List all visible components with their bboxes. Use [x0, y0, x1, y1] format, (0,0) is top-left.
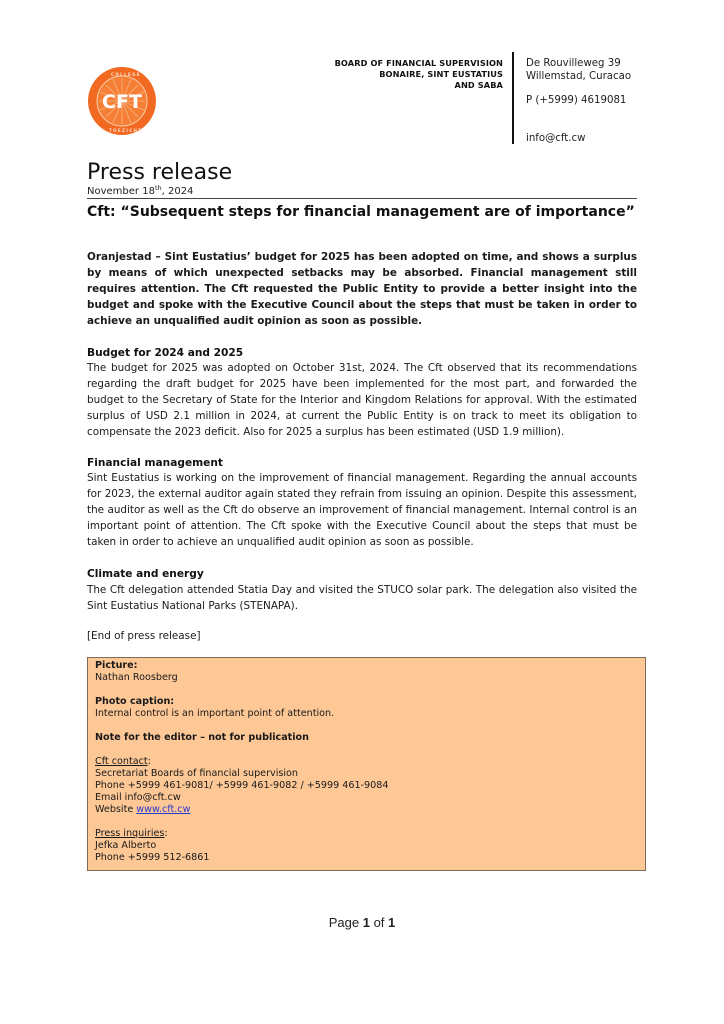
address-street: De Rouvilleweg 39 [526, 58, 621, 69]
end-marker: [End of press release] [87, 630, 201, 642]
headline: Cft: “Subsequent steps for financial management are of importance” [87, 204, 635, 220]
caption-text: Internal control is an important point of attention. [95, 708, 335, 719]
of-word: of [369, 915, 389, 930]
press-label: Press inquiries [95, 828, 165, 839]
org-line-3: AND SABA [454, 80, 503, 90]
press-phone: Phone +5999 512-6861 [95, 852, 210, 863]
section-heading-budget: Budget for 2024 and 2025 [87, 347, 244, 359]
contact-phone: Phone +5999 461-9081/ +5999 461-9082 / +5999 461-9084 [95, 780, 389, 791]
address-email[interactable]: info@cft.cw [526, 133, 586, 144]
total-pages: 1 [388, 915, 396, 930]
address-city: Willemstad, Curacao [526, 71, 632, 82]
section-text-budget: The budget for 2025 was adopted on October 31st, 2024. The Cft observed that its recommendations regarding the draft budget for 2025 have been implemented for the most part, and forwarded the budget to the Secretary of State for the Interior and Kingdom Relations for approval. With the estimated surplus of USD 2.1 million in 2024, at current the Public Entity is on track to meet its obligation to compensate the 2023 deficit. Also for 2025 a surplus has been estimated (USD 1.9 million). [87, 362, 637, 438]
cft-logo [87, 66, 157, 136]
picture-credit: Nathan Roosberg [95, 672, 178, 683]
contact-email: Email info@cft.cw [95, 792, 181, 803]
svg-text:C O L L E G E: C O L L E G E [111, 72, 140, 77]
section-text-climate: The Cft delegation attended Statia Day and visited the STUCO solar park. The delegation also visited the Sint Eustatius National Parks (STENAPA). [87, 584, 637, 612]
contact-label: Cft contact [95, 756, 148, 767]
cft-sun-logo-icon [87, 66, 157, 136]
press-label-line: Press inquiries: [95, 828, 168, 839]
page-title: Press release [87, 160, 233, 185]
svg-text:T O E Z I C H T: T O E Z I C H T [109, 128, 142, 133]
svg-text:CFT: CFT [102, 91, 142, 113]
page-number [0, 915, 724, 930]
editor-note-heading: Note for the editor – not for publication [95, 732, 309, 743]
website-label: Website [95, 804, 137, 815]
org-line-1: BOARD OF FINANCIAL SUPERVISION [334, 58, 503, 68]
date-ordinal: th [154, 184, 162, 192]
contact-label-line: Cft contact: [95, 756, 151, 767]
website-line [95, 804, 638, 816]
website-link[interactable]: www.cft.cw [136, 804, 191, 815]
org-line-2: BONAIRE, SINT EUSTATIUS [379, 69, 503, 79]
page-word: Page [328, 915, 363, 930]
caption-label: Photo caption: [95, 696, 175, 707]
date-year: , 2024 [161, 186, 194, 197]
press-name: Jefka Alberto [95, 840, 157, 851]
current-page: 1 [362, 915, 370, 930]
lead-paragraph: Oranjestad – Sint Eustatius’ budget for 2025 has been adopted on time, and shows a surplus by means of which unexpected setbacks may be absorbed. Financial management still requires attention. The Cft requested the Public Entity to provide a better insight into the budget and spoke with the Executive Council about the steps that must be taken in order to achieve an unqualified audit opinion as soon as possible. [87, 251, 637, 327]
editor-note-box [87, 657, 646, 871]
title-divider [87, 198, 637, 199]
date-day: November 18 [87, 186, 155, 197]
address-phone: P (+5999) 4619081 [526, 95, 627, 106]
picture-label: Picture: [95, 660, 138, 671]
section-heading-climate: Climate and energy [87, 568, 204, 580]
organization-name [300, 58, 503, 91]
release-date [87, 186, 193, 198]
section-heading-financial-management: Financial management [87, 457, 223, 469]
section-text-financial-management: Sint Eustatius is working on the improvement of financial management. Regarding the annual accounts for 2023, the external auditor again stated they refrain from issuing an opinion. Despite this assessment, the auditor as well as the Cft do observe an improvement of financial management. Internal control is an important point of attention. The Cft spoke with the Executive Council about the steps that must be taken in order to achieve an unqualified audit opinion as soon as possible. [87, 472, 637, 548]
header-divider [512, 52, 514, 144]
address-block [526, 57, 631, 145]
contact-org: Secretariat Boards of financial supervision [95, 768, 298, 779]
